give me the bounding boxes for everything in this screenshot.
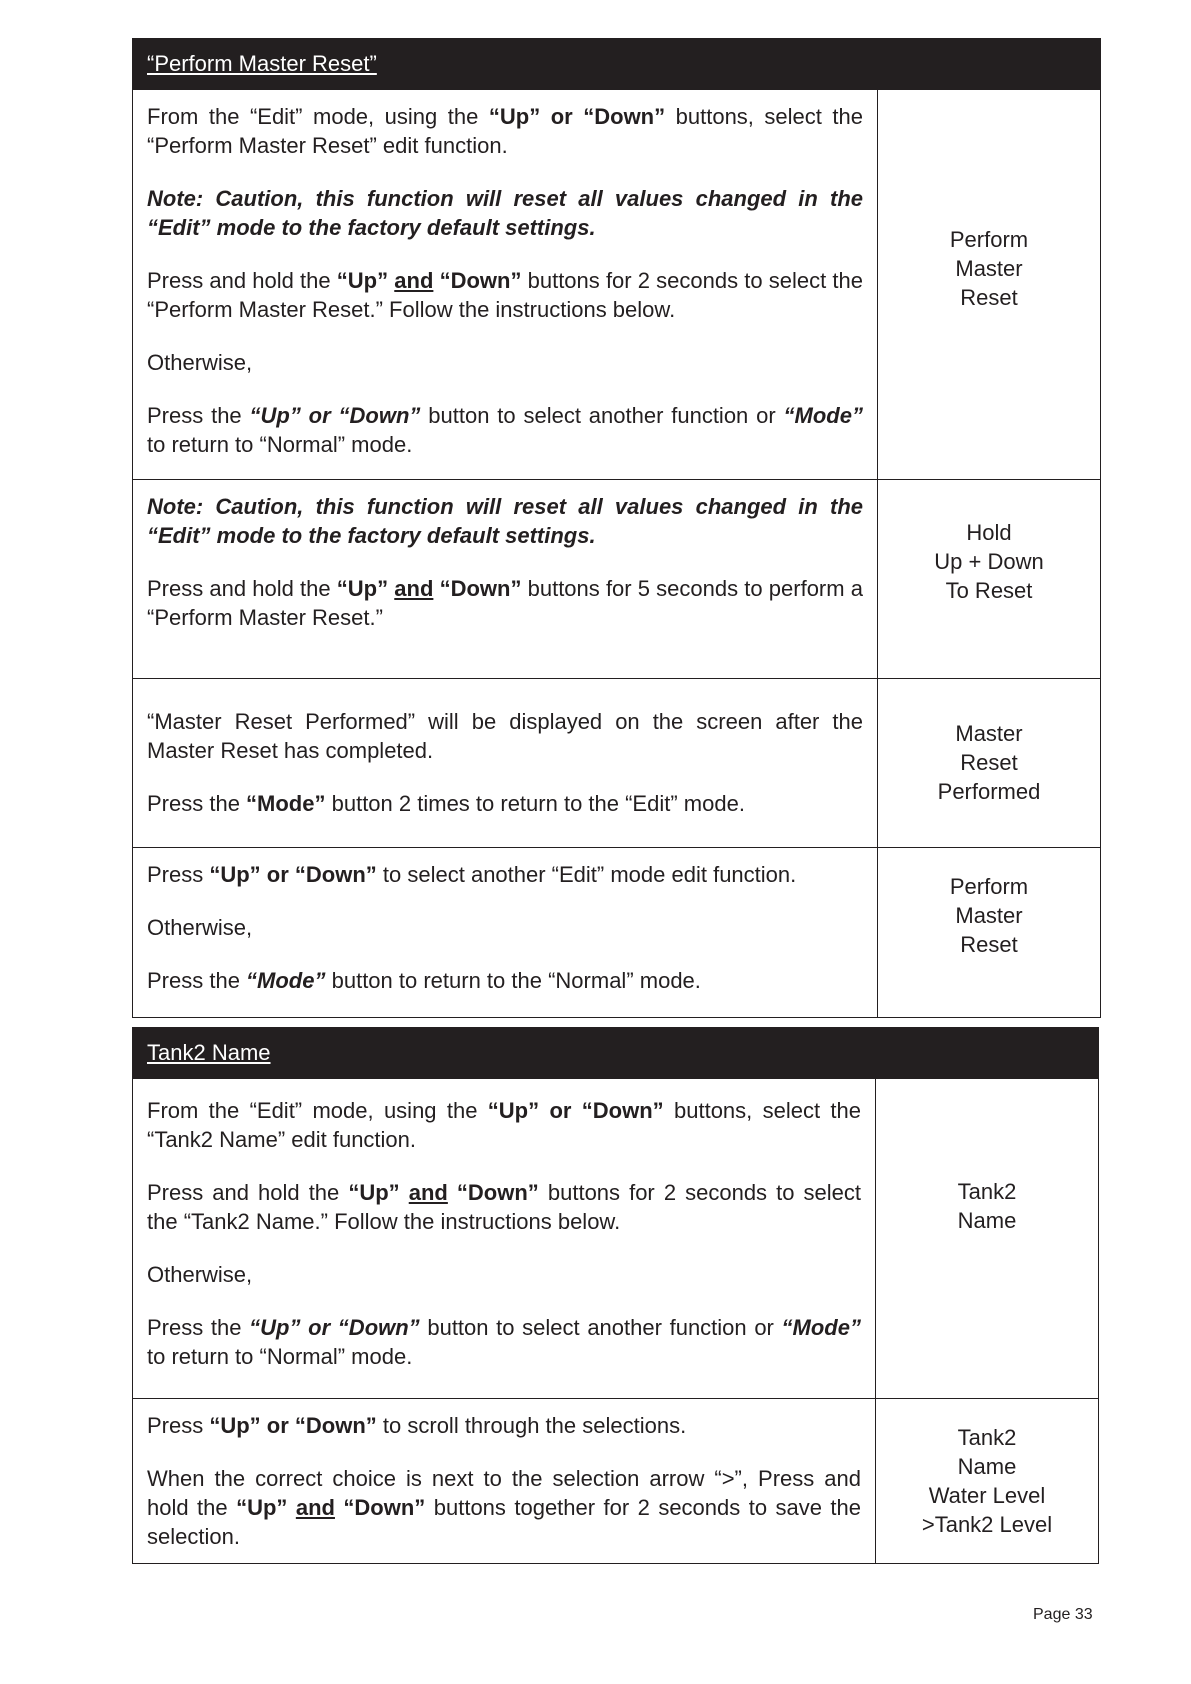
display-cell: Master Reset Performed — [937, 721, 1041, 804]
page-number: Page 33 — [1033, 1606, 1093, 1623]
table-row — [133, 479, 1100, 678]
section-title: Tank2 Name — [147, 1040, 271, 1065]
display-cell: Perform Master Reset — [949, 227, 1029, 310]
instruction-cell: From the “Edit” mode, using the “Up” or “Down” buttons, select the “Tank2 Name” edit function. Press and hold the “Up” and “Down” buttons for 2 seconds to select the “Tank2 Name.” Follow the instructions below. Otherwise, Press the “Up” or “Down” button to select another function or “Mode” to return to “Normal” mode. — [133, 1079, 876, 1398]
section-header — [133, 39, 1100, 89]
instruction-cell: Press “Up” or “Down” to select another “Edit” mode edit function. Otherwise, Press the “Mode” button to return to the “Normal” mode. — [133, 848, 878, 1017]
table-row — [133, 847, 1100, 1017]
table-row — [133, 678, 1100, 847]
table-row — [133, 89, 1100, 479]
display-cell: Hold Up + Down To Reset — [934, 520, 1044, 603]
instruction-cell: From the “Edit” mode, using the “Up” or “Down” buttons, select the “Perform Master Reset” edit function. Note: Caution, this function will reset all values changed in the “Edit” mode to the factory default settings. Press and hold the “Up” and “Down” buttons for 2 seconds to select the “Perform Master Reset.” Follow the instructions below. Otherwise, Press the “Up” or “Down” button to select another function or “Mode” to return to “Normal” mode. — [133, 90, 878, 479]
instruction-cell: Press “Up” or “Down” to scroll through the selections. When the correct choice is next to the selection arrow “>”, Press and hold the “Up” and “Down” buttons together for 2 seconds to save the selection. — [133, 1399, 876, 1563]
perform-master-reset-section — [132, 38, 1101, 1018]
section-title: “Perform Master Reset” — [147, 51, 377, 76]
display-cell: Perform Master Reset — [949, 874, 1029, 957]
display-cell: Tank2 Name — [957, 1179, 1017, 1233]
table-row — [133, 1398, 1098, 1563]
section-header — [133, 1028, 1098, 1078]
tank2-name-section — [132, 1027, 1099, 1564]
display-cell: Tank2 Name Water Level >Tank2 Level — [921, 1425, 1053, 1537]
table-row — [133, 1078, 1098, 1398]
instruction-cell: Note: Caution, this function will reset all values changed in the “Edit” mode to the factory default settings. Press and hold the “Up” and “Down” buttons for 5 seconds to perform a “Perform Master Reset.” — [133, 480, 878, 678]
instruction-cell: “Master Reset Performed” will be displayed on the screen after the Master Reset has completed. Press the “Mode” button 2 times to return to the “Edit” mode. — [133, 679, 878, 847]
